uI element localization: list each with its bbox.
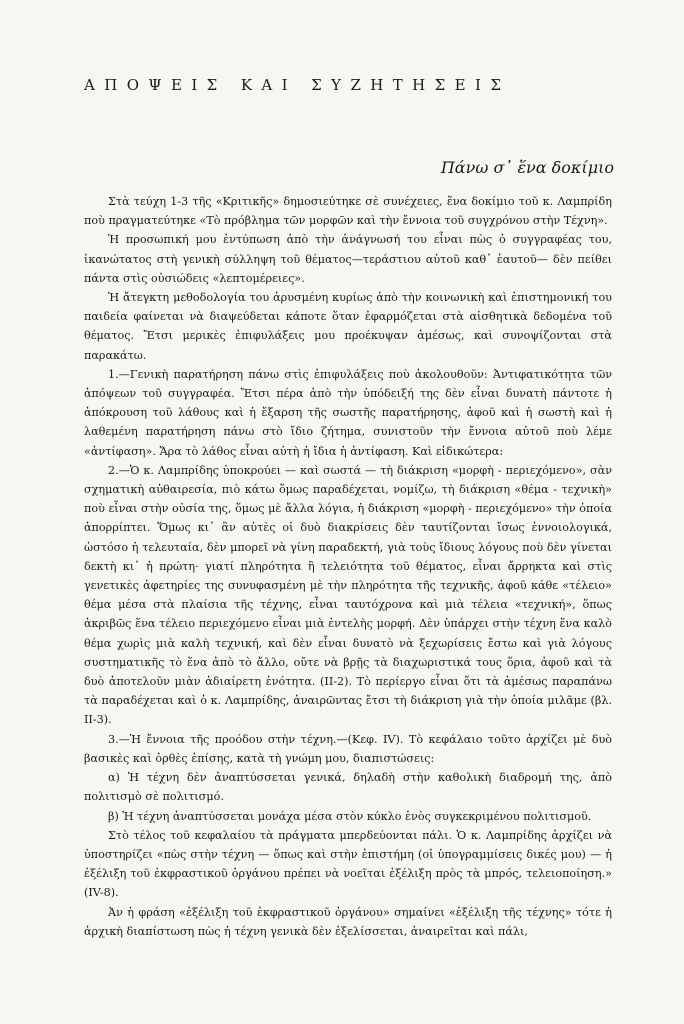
paragraph: 2.—Ὁ κ. Λαμπρίδης ὑποκρούει — καὶ σωστά — τὴ διάκριση «μορφὴ - περιεχόμενο», σὰν σχηματικὴ αὐθαιρεσία, πιὸ κάτω ὅμως παραδέχεται, νομίζω, τὴ διάκριση «θέμα - τεχνικὴ» ποὺ εἶναι στὴν οὐσία της, ὅμως μὲ ἄλλα λόγια, ἡ διάκριση «μορφὴ - περιεχόμενο» τὴν ὁποία ἀπορρίπτει. Ὅμως κι᾿ ἂν αὐτὲς οἱ δυὸ διακρίσεις δὲν ταυτίζονται ἴσως ἐννοιολογικά, ὡστόσο ἡ τελευταία, δὲν μπορεῖ νὰ γίνη παραδεκτή, γιὰ τοὺς ἴδιους λόγους ποὺ δὲν γίνεται δεκτὴ κι᾿ ἡ πρώτη· γιατί πληρότητα ἢ τελειότητα τοῦ θέματος, εἶναι ἄρρηκτα καὶ στὶς γενετικὲς ἀφετηρίες της συνυφασμένη μὲ τὴν πληρότητα τῆς τεχνικῆς, ἀφοῦ κάθε «τέλειο» θέμα μέσα στὰ πλαίσια τῆς τέχνης, εἶναι ταυτόχρονα καὶ μιὰ τέλεια «τεχνική», ὅπως ἀκριβῶς ἕνα τέλειο περιεχόμενο εἶναι μιὰ ἐντελὴς μορφή. Δὲν ὑπάρχει στὴν τέχνη ἕνα καλὸ θέμα χωρὶς μιὰ καλὴ τεχνική, καὶ δὲν εἶναι δυνατὸ νὰ ξεχωρίσεις ἔστω καὶ γιὰ λόγους συστηματικῆς τὸ ἕνα ἀπὸ τὸ ἄλλο, οὔτε νὰ βρῇς τὰ διαχωριστικά τους ὅρια, ἀφοῦ καὶ τὰ δυὸ ἀποτελοῦν μιὰν ἀδιαίρετη ἑνότητα. (ΙΙ-2). Τὸ περίεργο εἶναι ὅτι τὰ ἀμέσως παραπάνω τὰ παραδέχεται καὶ ὁ κ. Λαμπρίδης, ἀναιρῶντας ἔτσι τὴ διάκριση γιὰ τὴν ὁποία μιλᾶμε (βλ. ΙΙ-3).: [84, 463, 612, 727]
article-body: [84, 192, 612, 941]
section-heading: ΑΠΟΨΕΙΣ ΚΑΙ ΣΥΖΗΤΗΣΕΙΣ: [84, 76, 511, 94]
paragraph: Ἡ ἄτεγκτη μεθοδολογία του ἀρυσμένη κυρίως ἀπὸ τὴν κοινωνικὴ καὶ ἐπιστημονική του παιδεία φαίνεται νὰ διαψεύδεται κάποτε ὅταν ἐφαρμόζεται στὰ αἰσθητικὰ δεδομένα τοῦ θέματος. Ἔτσι μερικὲς ἐπιφυλάξεις μου προέκυψαν ἀμέσως, καὶ συνοψίζονται στὰ παρακάτω.: [84, 291, 612, 362]
paragraph: 3.—Ἡ ἔννοια τῆς προόδου στὴν τέχνη.—(Κεφ. IV). Τὸ κεφάλαιο τοῦτο ἀρχίζει μὲ δυὸ βασικὲς καὶ ὀρθὲς ἐπίσης, κατὰ τὴ γνώμη μου, διαπιστώσεις:: [84, 732, 612, 765]
paragraph: Ἡ προσωπική μου ἐντύπωση ἀπὸ τὴν ἀνάγνωσή του εἶναι πὼς ὁ συγγραφέας του, ἱκανώτατος στὴ γενικὴ σύλληψη τοῦ θέματος—τεράστιου αὐτοῦ καθ᾿ ἑαυτοῦ— δὲν πείθει πάντα στὶς οὐσιώδεις «λεπτομέρειες».: [84, 233, 612, 285]
paragraph: Ἀν ἡ φράση «ἐξέλιξη τοῦ ἐκφραστικοῦ ὀργάνου» σημαίνει «ἐξέλιξη τῆς τέχνης» τότε ἡ ἀρχικὴ διαπίστωση πὼς ἡ τέχνη γενικὰ δὲν ἐξελίσσεται, ἀναιρεῖται καὶ πάλι,: [84, 905, 612, 938]
article-title: Πάνω σ᾿ ἕνα δοκίμιο: [440, 158, 614, 177]
paragraph: Στὰ τεύχη 1-3 τῆς «Κριτικῆς» δημοσιεύτηκε σὲ συνέχειες, ἕνα δοκίμιο τοῦ κ. Λαμπρίδη ποὺ πραγματεύτηκε «Τὸ πρόβλημα τῶν μορφῶν καὶ τὴν ἔννοια τοῦ συγχρόνου στὴν Τέχνη».: [84, 195, 612, 228]
paragraph: 1.—Γενικὴ παρατήρηση πάνω στὶς ἐπιφυλάξεις ποὺ ἀκολουθοῦν: Ἀντιφατικότητα τῶν ἀπόψεων τοῦ συγγραφέα. Ἔτσι πέρα ἀπὸ τὴν ὑπόδειξή της δὲν εἶναι δυνατὴ πάντοτε ἡ ἀπόκρουση τοῦ λάθους καὶ ἡ ἔξαρση τῆς σωστῆς παρατήρησης, ἀφοῦ καὶ ἡ σωστὴ καὶ ἡ λαθεμένη παρατήρηση πάνω στὸ ἴδιο ζήτημα, συνιστοῦν τὴν ἔννοια αὐτοῦ ποὺ λέμε «ἀντίφαση». Ἄρα τὸ λάθος εἶναι αὐτὴ ἡ ἴδια ἡ ἀντίφαση. Καὶ εἰδικώτερα:: [84, 367, 612, 458]
paragraph: β) Ἡ τέχνη ἀναπτύσσεται μονάχα μέσα στὸν κύκλο ἑνὸς συγκεκριμένου πολιτισμοῦ.: [108, 809, 592, 823]
paragraph: Στὸ τέλος τοῦ κεφαλαίου τὰ πράγματα μπερδεύονται πάλι. Ὁ κ. Λαμπρίδης ἀρχίζει νὰ ὑποστηρίζει «πὼς στὴν τέχνη — ὅπως καὶ στὴν ἐπιστήμη (οἱ ὑπογραμμίσεις δικές μου) — ἡ ἐξέλιξη τοῦ ἐκφραστικοῦ ὀργάνου πρέπει νὰ νοεῖται ἐξέλιξη πρὸς τὰ μπρός, τελειοποίηση.» (IV-8).: [84, 828, 612, 900]
paragraph: α) Ἡ τέχνη δὲν ἀναπτύσσεται γενικά, δηλαδὴ στὴν καθολικὴ διαδρομή της, ἀπὸ πολιτισμὸ σὲ πολιτισμό.: [84, 771, 612, 804]
